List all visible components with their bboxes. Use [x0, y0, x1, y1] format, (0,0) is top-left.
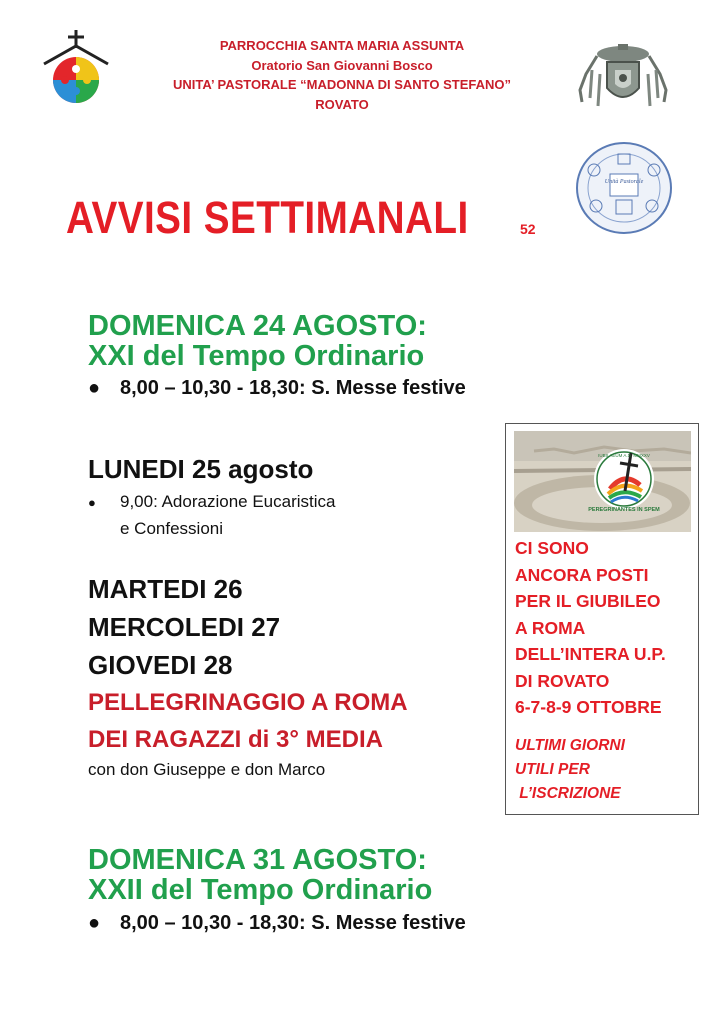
monday-activity	[88, 489, 335, 542]
bullet-icon: ●	[88, 912, 101, 934]
sunday-31-masses-text: 8,00 – 10,30 - 18,30: S. Messe festive	[120, 912, 466, 934]
jubilee-year: IUBILAEUM A.D. MMXXV	[598, 453, 650, 458]
monday-activity-line2: e Confessioni	[120, 519, 224, 538]
oratorio-logo	[40, 28, 112, 106]
thursday-heading: GIOVEDI 28	[88, 650, 233, 680]
pastoral-unit-seal-icon	[574, 140, 674, 236]
sunday-24-heading	[88, 311, 427, 371]
jubilee-line: PER IL GIUBILEO	[515, 591, 661, 611]
deadline-line: L’ISCRIZIONE	[515, 785, 621, 802]
issue-number: 52	[520, 221, 536, 237]
jubilee-line: ANCORA POSTI	[515, 564, 649, 585]
pilgrimage-line2: DEI RAGAZZI di 3° MEDIA	[88, 726, 383, 753]
sunday-31-liturgy: XXII del Tempo Ordinario	[88, 874, 433, 906]
jubilee-line: DELL’INTERA U.P.	[515, 644, 666, 664]
oratory-name: Oratorio San Giovanni Bosco	[251, 57, 433, 73]
sunday-31-masses	[88, 912, 466, 935]
jubilee-line: DI ROVATO	[515, 670, 610, 691]
jubilee-motto: PEREGRINANTES IN SPEM	[588, 507, 660, 513]
tuesday-heading: MARTEDI 26	[88, 574, 243, 604]
sunday-31-heading	[88, 845, 432, 905]
jubilee-photo	[514, 431, 691, 532]
deadline-line: ULTIMI GIORNI	[515, 737, 625, 754]
deadline-line: UTILI PER	[515, 761, 590, 778]
wednesday-heading: MERCOLEDI 27	[88, 612, 281, 642]
jubilee-line: A ROMA	[515, 617, 586, 638]
parish-name: PARROCCHIA SANTA MARIA ASSUNTA	[219, 38, 465, 53]
monday-heading: LUNEDI 25 agosto	[88, 454, 314, 484]
jubilee-line: CI SONO	[515, 538, 589, 558]
sunday-24-date: DOMENICA 24 AGOSTO:	[88, 310, 427, 342]
monday-activity-line1: 9,00: Adorazione Eucaristica	[120, 492, 336, 511]
parish-header	[140, 36, 544, 114]
bullet-icon: ●	[88, 495, 96, 510]
jubilee-box	[505, 423, 699, 815]
pilgrimage-line1: PELLEGRINAGGIO A ROMA	[88, 689, 408, 716]
jubilee-deadline	[515, 734, 625, 806]
bullet-icon: ●	[88, 377, 101, 399]
title-text: AVVISI SETTIMANALI	[66, 192, 469, 243]
jubilee-dates: 6-7-8-9 OTTOBRE	[515, 697, 662, 717]
sunday-31-date: DOMENICA 31 AGOSTO:	[88, 844, 427, 876]
page-title	[66, 192, 534, 244]
sunday-24-masses	[88, 377, 466, 400]
seal-text: Unità Pastorale	[604, 179, 644, 185]
jubilee-announcement	[515, 535, 666, 721]
town-name: ROVATO	[315, 96, 369, 112]
pilgrimage-note: con don Giuseppe e don Marco	[88, 760, 326, 779]
sunday-24-liturgy: XXI del Tempo Ordinario	[88, 340, 425, 372]
sunday-24-masses-text: 8,00 – 10,30 - 18,30: S. Messe festive	[120, 377, 466, 399]
coat-of-arms-icon	[572, 40, 674, 110]
pastoral-unit-name: UNITA’ PASTORALE “MADONNA DI SANTO STEFANO”	[172, 77, 512, 92]
